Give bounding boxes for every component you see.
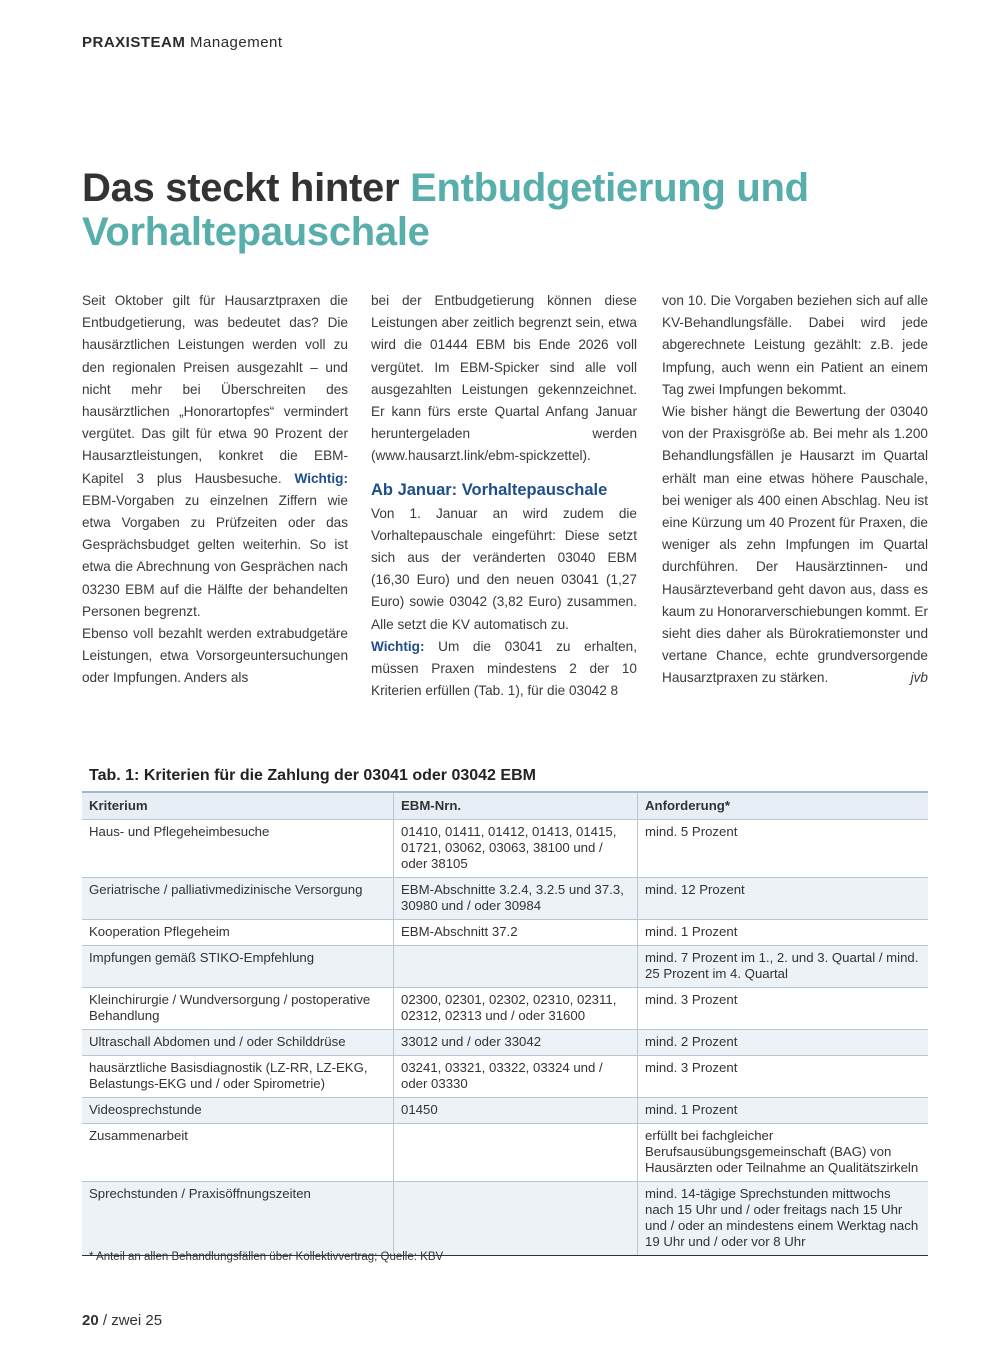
article-column-1 [82,290,348,690]
article-title [82,166,942,254]
title-main: Das steckt hinter [82,166,411,210]
requirement-cell: erfüllt bei fachgleicher Berufsausübungsgemeinschaft (BAG) von Hausärzten oder Teilnahme an Qualitätszirkeln [638,1124,929,1182]
author-signature: jvb [910,670,928,686]
ebm-numbers-cell: EBM-Abschnitt 37.2 [394,920,638,946]
table-row [82,1098,928,1124]
requirement-cell: mind. 12 Prozent [638,878,929,920]
requirement-cell: mind. 14-tägige Sprechstunden mittwochs nach 15 Uhr und / oder freitags nach 15 Uhr und / oder an mindestens einem Werktag nach 19 Uhr und / oder vor 8 Uhr [638,1182,929,1256]
table-body [82,820,928,1256]
paragraph: Von 1. Januar an wird zudem die Vorhaltepauschale eingeführt: Diese setzt sich aus der veränderten 03040 EBM (16,30 Euro) und den neuen 03041 (1,27 Euro) sowie 03042 (3,82 Euro) zusammen. Alle setzt die KV automatisch zu. [371,505,637,632]
text: Um die 03041 zu erhalten, müssen Praxen mindestens 2 der 10 Kriterien erfüllen (Tab. 1), für die 03042 8 [371,638,637,699]
column-header: Anforderung* [638,792,929,820]
text: Seit Oktober gilt für Hausarztpraxen die Entbudgetierung, was bedeutet das? Die hausärztlichen Leistungen werden voll zu den regionalen Preisen ausgezahlt – und nicht mehr bei Überschreiten des hausärztlichen „Honorartopfes“ vermindert vergütet. Das gilt für etwa 90 Prozent der Hausarztleistungen, konkret die EBM-Kapitel 3 plus Hausbesuche. [82,293,348,486]
criterion-cell: Kooperation Pflegeheim [82,920,394,946]
requirement-cell: mind. 7 Prozent im 1., 2. und 3. Quartal / mind. 25 Prozent im 4. Quartal [638,946,929,988]
table-row [82,1182,928,1256]
ebm-numbers-cell: 33012 und / oder 33042 [394,1030,638,1056]
requirement-cell: mind. 1 Prozent [638,1098,929,1124]
ebm-numbers-cell [394,946,638,988]
criterion-cell: Zusammenarbeit [82,1124,394,1182]
table-row [82,1030,928,1056]
table-header-row [82,792,928,820]
requirement-cell: mind. 3 Prozent [638,988,929,1030]
paragraph: Ebenso voll bezahlt werden extrabudgetäre Leistungen, etwa Vorsorgeuntersuchungen oder Impfungen. Anders als [82,626,348,686]
magazine-brand: PRAXISTEAM [82,34,186,51]
table-row [82,1056,928,1098]
ebm-numbers-cell: EBM-Abschnitte 3.2.4, 3.2.5 und 37.3, 30980 und / oder 30984 [394,878,638,920]
title-accent: Entbudgetierung und Vorhaltepauschale [82,166,809,254]
paragraph [82,290,348,623]
criterion-cell: Impfungen gemäß STIKO-Empfehlung [82,946,394,988]
paragraph [371,636,637,703]
requirement-cell: mind. 2 Prozent [638,1030,929,1056]
ebm-numbers-cell [394,1182,638,1256]
requirement-cell: mind. 5 Prozent [638,820,929,878]
table-row [82,920,928,946]
criterion-cell: Geriatrische / palliativmedizinische Versorgung [82,878,394,920]
ebm-numbers-cell: 03241, 03321, 03322, 03324 und / oder 03330 [394,1056,638,1098]
table-row [82,1124,928,1182]
criterion-cell: Haus- und Pflegeheimbesuche [82,820,394,878]
criterion-cell: Kleinchirurgie / Wundversorgung / postoperative Behandlung [82,988,394,1030]
criterion-cell: Videosprechstunde [82,1098,394,1124]
requirement-cell: mind. 1 Prozent [638,920,929,946]
paragraph [662,401,928,690]
ebm-numbers-cell: 01410, 01411, 01412, 01413, 01415, 01721, 03062, 03063, 38100 und / oder 38105 [394,820,638,878]
table-title: Tab. 1: Kriterien für die Zahlung der 03041 oder 03042 EBM [89,767,536,784]
text: Wie bisher hängt die Bewertung der 03040 von der Praxisgröße ab. Bei mehr als 1.200 Behandlungsfällen je Hausarzt im Quartal erhält man eine etwas höhere Pauschale, bei weniger als 400 einen Abschlag. Neu ist eine Kürzung um 40 Prozent für Praxen, die weniger als zehn Impfungen im Quartal durchführen. Der Hausärztinnen- und Hausärzteverband geht davon aus, dass es kaum zu Honorarverschiebungen kommt. Er sieht dies daher als Bürokratiemonster und vertane Chance, echte grundversorgende Hausarztpraxen zu stärken. [662,404,928,686]
table-row [82,878,928,920]
table-footnote: * Anteil an allen Behandlungsfällen über Kollektivvertrag; Quelle: KBV [89,1251,444,1263]
ebm-numbers-cell [394,1124,638,1182]
criterion-cell: Sprechstunden / Praxisöffnungszeiten [82,1182,394,1256]
subheading: Ab Januar: Vorhaltepauschale [371,480,608,499]
column-header: Kriterium [82,792,394,820]
criterion-cell: Ultraschall Abdomen und / oder Schilddrüse [82,1030,394,1056]
article-column-2 [371,290,637,702]
criteria-table [82,791,928,1256]
ebm-numbers-cell: 01450 [394,1098,638,1124]
table-row [82,988,928,1030]
text: EBM-Vorgaben zu einzelnen Ziffern wie etwa Vorgaben zu Prüfzeiten oder das Gesprächsbudget gelten weiterhin. So ist etwa die Abrechnung von Gesprächen nach 03230 EBM auf die Hälfte der behandelten Personen begrenzt. [82,492,348,619]
section-name: Management [190,34,283,51]
ebm-numbers-cell: 02300, 02301, 02302, 02310, 02311, 02312, 02313 und / oder 31600 [394,988,638,1030]
important-label: Wichtig: [371,638,425,654]
criterion-cell: hausärztliche Basisdiagnostik (LZ-RR, LZ-EKG, Belastungs-EKG und / oder Spirometrie) [82,1056,394,1098]
page-footer [82,1312,162,1329]
paragraph: von 10. Die Vorgaben beziehen sich auf alle KV-Behandlungsfälle. Dabei wird jede abgerechnete Leistung gezählt: z.B. jede Impfung, auch wenn ein Patient an einem Tag zwei Impfungen bekommt. [662,293,928,397]
page-number: 20 [82,1312,99,1329]
article-column-3 [662,290,928,690]
running-header [82,34,283,51]
table-row [82,946,928,988]
column-header: EBM-Nrn. [394,792,638,820]
table-row [82,820,928,878]
paragraph: bei der Entbudgetierung können diese Leistungen aber zeitlich begrenzt sein, etwa wird die 01444 EBM bis Ende 2026 voll vergütet. Im EBM-Spicker sind alle voll ausgezahlten Leistungen gekennzeichnet. Er kann fürs erste Quartal Anfang Januar heruntergeladen werden (www.hausarzt.link/ebm-spickzettel). [371,293,637,464]
requirement-cell: mind. 3 Prozent [638,1056,929,1098]
important-label: Wichtig: [294,470,348,486]
issue-label: / zwei 25 [98,1312,163,1329]
